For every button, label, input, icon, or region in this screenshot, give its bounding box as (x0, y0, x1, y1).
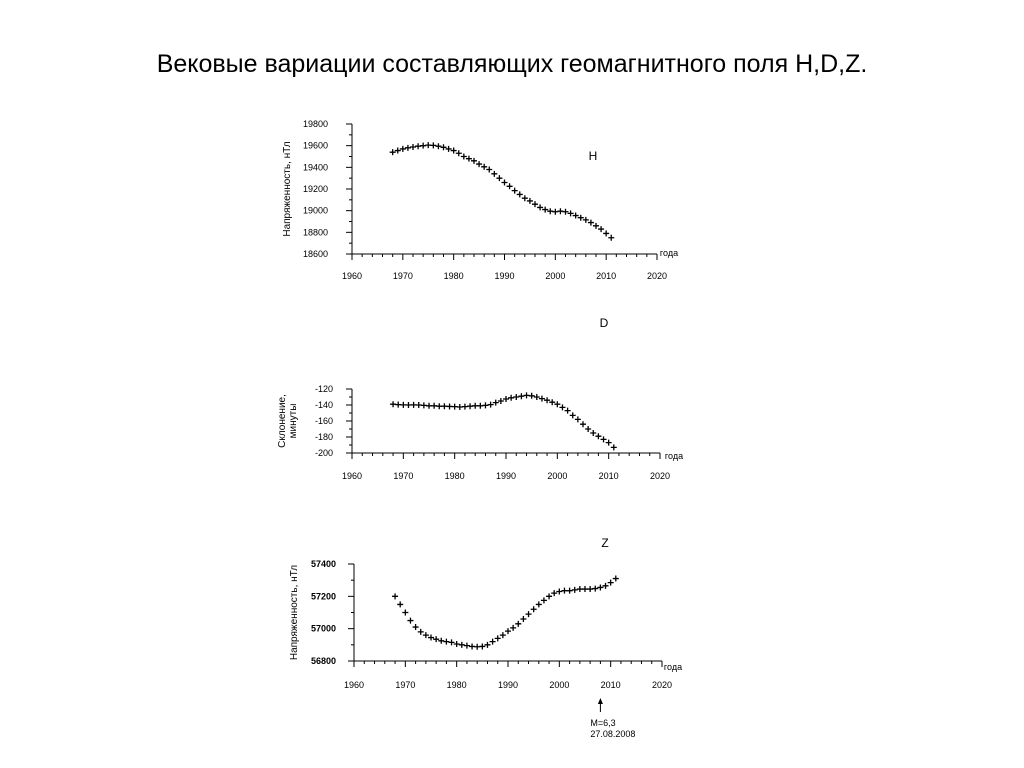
data-point (541, 597, 547, 603)
data-point (598, 226, 604, 232)
data-point (464, 643, 470, 649)
x-tick-label: 1960 (341, 271, 363, 281)
chart-D (277, 316, 683, 481)
x-tick-label: 1960 (343, 680, 365, 690)
event-arrow-head (598, 698, 603, 704)
y-tick-label: 56800 (310, 656, 336, 666)
data-point (526, 611, 532, 617)
data-point (529, 393, 535, 399)
data-point (462, 404, 468, 410)
data-point (457, 404, 463, 410)
x-axis-label: года (664, 451, 684, 461)
data-point (490, 639, 496, 645)
data-point (435, 143, 441, 149)
x-tick-label: 1990 (494, 271, 515, 281)
x-tick-label: 1970 (395, 680, 416, 690)
x-tick-label: 2020 (649, 471, 671, 481)
data-point (567, 588, 573, 594)
data-point (477, 403, 483, 409)
x-tick-label: 1990 (497, 680, 519, 690)
data-point (601, 436, 607, 442)
y-tick-label: 19800 (302, 119, 328, 129)
data-point (395, 402, 401, 408)
x-tick-label: 1960 (341, 471, 363, 481)
y-axis-label: Напряженность, нТл (289, 564, 300, 661)
data-point (577, 586, 583, 592)
data-point (405, 402, 411, 408)
data-point (416, 402, 422, 408)
y-tick-label: 18600 (302, 249, 328, 259)
data-point (503, 396, 509, 402)
data-point (495, 635, 501, 641)
data-point (539, 396, 545, 402)
data-point (410, 144, 416, 150)
data-point (449, 639, 455, 645)
y-tick-label: 57200 (310, 591, 336, 602)
data-point (447, 403, 453, 409)
data-point (402, 610, 408, 616)
data-point (482, 402, 488, 408)
chart-H (282, 119, 678, 281)
data-point (479, 643, 485, 649)
data-point (520, 616, 526, 622)
data-point (433, 636, 439, 642)
x-axis-label: года (659, 248, 679, 258)
data-point (431, 403, 437, 409)
data-point (590, 430, 596, 436)
data-point (397, 601, 403, 607)
data-point (515, 621, 521, 627)
data-point (544, 397, 550, 403)
x-tick-label: 1980 (446, 680, 467, 690)
chart-Z (289, 536, 682, 739)
data-point (592, 586, 598, 592)
data-point (536, 601, 542, 607)
data-point (585, 426, 591, 432)
data-point (603, 230, 609, 236)
data-point (443, 639, 449, 645)
x-tick-label: 2010 (600, 680, 621, 690)
data-point (421, 402, 427, 408)
data-point (554, 401, 560, 407)
data-point (513, 394, 519, 400)
data-point (491, 171, 497, 177)
data-point (561, 588, 567, 594)
data-point (531, 606, 537, 612)
x-tick-label: 1970 (393, 471, 414, 481)
x-tick-label: 1980 (443, 271, 464, 281)
data-point (454, 641, 460, 647)
data-point (559, 404, 565, 410)
y-tick-label: 19000 (302, 205, 328, 216)
data-point (608, 580, 614, 586)
data-point (472, 403, 478, 409)
x-tick-label: 2000 (545, 271, 566, 281)
data-point (556, 588, 562, 594)
x-tick-label: 2010 (598, 471, 619, 481)
data-point (469, 643, 475, 649)
event-magnitude: M=6,3 (590, 718, 616, 728)
y-tick-label: 19200 (302, 184, 328, 194)
data-point (493, 400, 499, 406)
data-point (474, 644, 480, 650)
y-tick-label: 57400 (310, 559, 336, 569)
y-tick-label: -200 (314, 448, 333, 458)
x-tick-label: 2000 (549, 680, 570, 690)
data-point (452, 404, 458, 410)
data-point (575, 416, 581, 422)
data-point (488, 402, 494, 408)
y-tick-label: -140 (314, 400, 333, 410)
data-point (603, 583, 609, 589)
slide-title: Вековые вариации составляющих геомагнитного поля H,D,Z. (156, 50, 868, 78)
data-point (608, 235, 614, 241)
data-point (572, 587, 578, 593)
chart-title: H (588, 149, 598, 163)
y-tick-label: -120 (314, 384, 333, 394)
data-point (580, 421, 586, 427)
data-point (413, 624, 419, 630)
data-point (426, 403, 432, 409)
data-point (390, 401, 396, 407)
data-point (392, 593, 398, 599)
data-point (441, 403, 447, 409)
data-point (407, 618, 413, 624)
y-axis-label: Склонение,минуты (277, 394, 299, 448)
x-tick-label: 2020 (651, 680, 673, 690)
y-tick-label: 19400 (302, 162, 328, 173)
y-tick-label: -180 (314, 432, 333, 442)
x-tick-label: 2000 (547, 471, 568, 481)
data-point (551, 590, 557, 596)
data-point (534, 394, 540, 400)
chart-title: Z (601, 536, 609, 550)
data-point (496, 175, 502, 181)
event-date: 27.08.2008 (590, 729, 636, 739)
data-point (459, 642, 465, 648)
data-point (400, 402, 406, 408)
data-point (428, 635, 434, 641)
data-point (595, 433, 601, 439)
data-point (484, 642, 490, 648)
data-point (524, 392, 530, 398)
data-point (549, 399, 555, 405)
data-point (436, 403, 442, 409)
y-tick-label: 19600 (302, 140, 328, 151)
x-tick-label: 2020 (646, 271, 668, 281)
data-point (597, 584, 603, 590)
data-point (606, 440, 612, 446)
data-point (502, 180, 508, 186)
data-point (517, 191, 523, 197)
data-point (508, 395, 514, 401)
data-point (500, 632, 506, 638)
data-point (546, 593, 552, 599)
data-series (392, 576, 619, 650)
data-point (518, 393, 524, 399)
data-point (512, 188, 518, 194)
y-tick-label: 18800 (302, 227, 328, 238)
data-point (405, 145, 411, 151)
data-point (593, 223, 599, 229)
x-tick-label: 2010 (596, 271, 617, 281)
data-point (507, 183, 513, 189)
data-point (423, 632, 429, 638)
chart-title: D (599, 316, 609, 330)
x-tick-label: 1990 (495, 471, 517, 481)
data-point (411, 402, 417, 408)
data-point (532, 201, 538, 207)
data-point (582, 586, 588, 592)
data-point (418, 629, 424, 635)
data-point (587, 586, 593, 592)
data-point (565, 408, 571, 414)
y-tick-label: 57000 (310, 623, 336, 634)
data-point (613, 576, 619, 582)
data-point (510, 625, 516, 631)
data-point (438, 638, 444, 644)
event-annotation (590, 698, 635, 739)
data-point (505, 628, 511, 634)
x-tick-label: 1980 (444, 471, 465, 481)
data-series (390, 142, 615, 241)
data-point (611, 444, 617, 450)
x-axis-label: года (663, 662, 683, 672)
data-point (498, 398, 504, 404)
y-axis-label: Напряженность, нТл (282, 141, 293, 237)
data-point (430, 142, 436, 148)
y-tick-label: -160 (314, 416, 333, 426)
data-point (570, 412, 576, 418)
data-point (467, 403, 473, 409)
data-series (390, 392, 617, 450)
x-tick-label: 1970 (392, 271, 413, 281)
